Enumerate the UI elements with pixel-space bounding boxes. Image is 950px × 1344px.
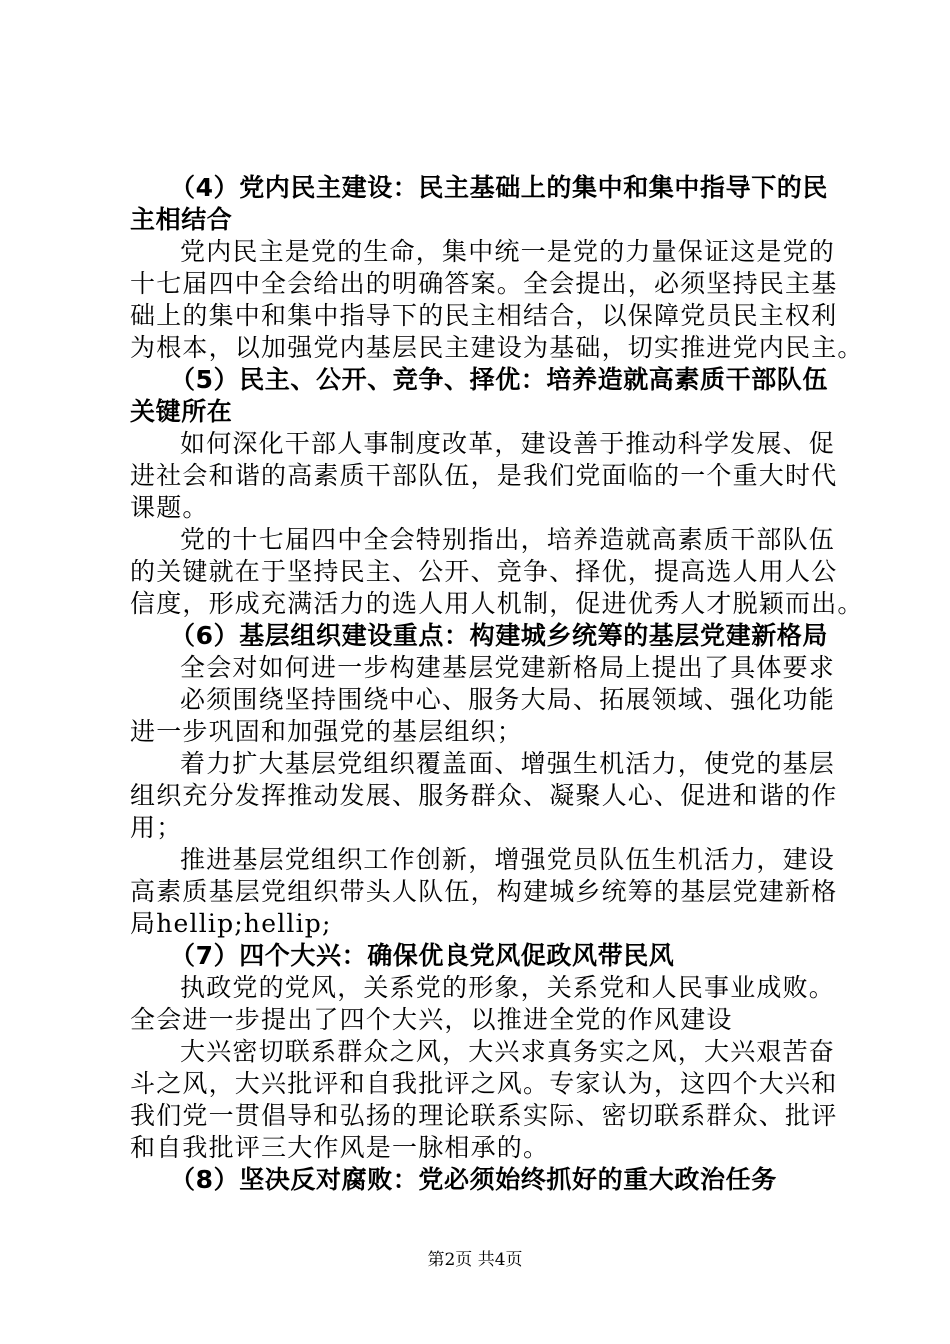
paragraph-line: 我们党一贯倡导和弘扬的理论联系实际、密切联系群众、批评 — [130, 1101, 838, 1130]
section-heading-line: （6）基层组织建设重点：构建城乡统筹的基层党建新格局 — [170, 621, 828, 650]
document-body — [130, 172, 864, 1196]
paragraph-line: 如何深化干部人事制度改革，建设善于推动科学发展、促 — [180, 429, 836, 458]
page-footer: 第2页 共4页 — [427, 1250, 523, 1270]
paragraph-line: 组织充分发挥推动发展、服务群众、凝聚人心、促进和谐的作 — [130, 781, 838, 810]
paragraph-line: 局hellip;hellip; — [130, 909, 332, 938]
paragraph-line: 全会对如何进一步构建基层党建新格局上提出了具体要求 — [180, 653, 836, 682]
paragraph-line: 着力扩大基层党组织覆盖面、增强生机活力，使党的基层 — [180, 749, 836, 778]
paragraph-line: 的关键就在于坚持民主、公开、竞争、择优，提高选人用人公 — [130, 557, 838, 586]
paragraph-line: 课题。 — [130, 493, 209, 522]
paragraph-line: 信度，形成充满活力的选人用人机制，促进优秀人才脱颖而出。 — [130, 589, 864, 618]
section-heading-line: 关键所在 — [130, 397, 233, 426]
paragraph-line: 础上的集中和集中指导下的民主相结合，以保障党员民主权利 — [130, 301, 838, 330]
paragraph-line: 十七届四中全会给出的明确答案。全会提出，必须坚持民主基 — [130, 269, 838, 298]
paragraph-line: 党的十七届四中全会特别指出，培养造就高素质干部队伍 — [180, 525, 836, 554]
section-heading-line: （8）坚决反对腐败：党必须始终抓好的重大政治任务 — [170, 1165, 777, 1194]
paragraph-line: 斗之风，大兴批评和自我批评之风。专家认为，这四个大兴和 — [130, 1069, 838, 1098]
paragraph-line: 用； — [130, 813, 183, 842]
paragraph-line: 推进基层党组织工作创新，增强党员队伍生机活力，建设 — [180, 845, 836, 874]
paragraph-line: 高素质基层党组织带头人队伍，构建城乡统筹的基层党建新格 — [130, 877, 838, 906]
paragraph-line: 执政党的党风，关系党的形象，关系党和人民事业成败。 — [180, 973, 836, 1002]
paragraph-line: 和自我批评三大作风是一脉相承的。 — [130, 1133, 550, 1162]
paragraph-line: 全会进一步提出了四个大兴，以推进全党的作风建设 — [130, 1005, 733, 1034]
paragraph-line: 党内民主是党的生命，集中统一是党的力量保证这是党的 — [180, 237, 836, 266]
paragraph-line: 进社会和谐的高素质干部队伍，是我们党面临的一个重大时代 — [130, 461, 838, 490]
paragraph-line: 进一步巩固和加强党的基层组织； — [130, 717, 524, 746]
section-heading-line: 主相结合 — [130, 205, 233, 234]
paragraph-line: 大兴密切联系群众之风，大兴求真务实之风，大兴艰苦奋 — [180, 1037, 836, 1066]
section-heading-line: （4）党内民主建设：民主基础上的集中和集中指导下的民 — [170, 173, 828, 202]
paragraph-line: 必须围绕坚持围绕中心、服务大局、拓展领域、强化功能 — [180, 685, 836, 714]
section-heading-line: （7）四个大兴：确保优良党风促政风带民风 — [170, 941, 675, 970]
paragraph-line: 为根本，以加强党内基层民主建设为基础，切实推进党内民主。 — [130, 333, 864, 362]
section-heading-line: （5）民主、公开、竞争、择优：培养造就高素质干部队伍 — [170, 365, 828, 394]
